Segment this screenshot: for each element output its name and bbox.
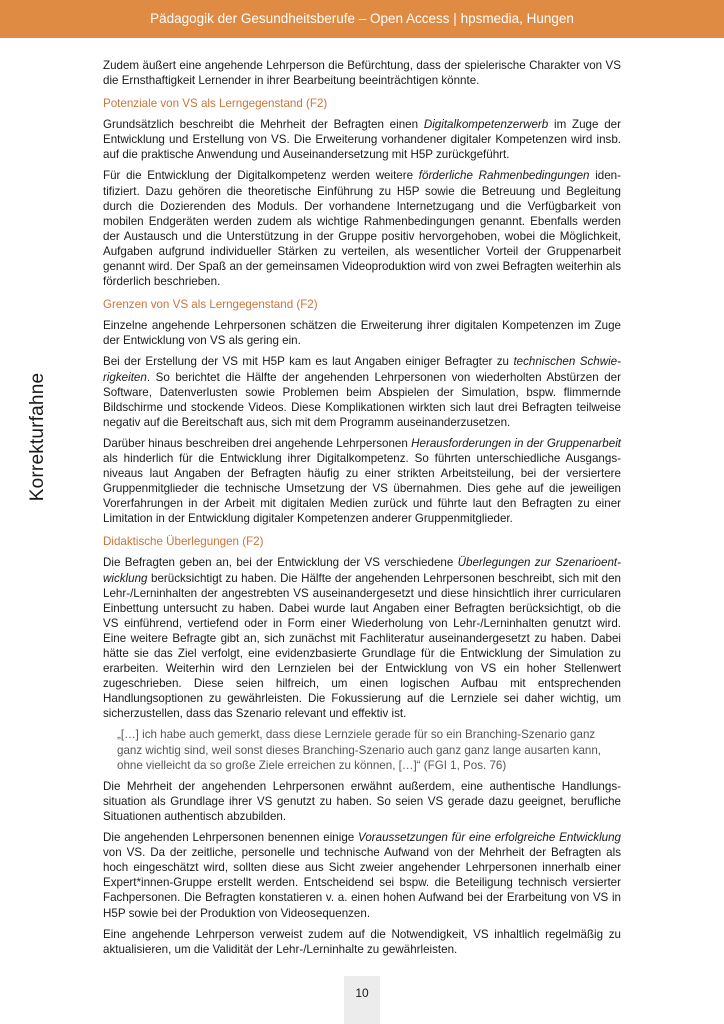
main-text bbox=[103, 58, 621, 963]
side-label-text: Korrekturfahne bbox=[27, 372, 48, 502]
section-heading: Didaktische Überlegungen (F2) bbox=[103, 535, 264, 549]
paragraph: Die Mehrheit der angehenden Lehrpersonen erwähnt außerdem, eine authentische Handlungssituation als Grundlage ihrer VS genutzt zu haben. So seien VS gerade dazu geeignet, berufliche Situationen authentisch abzubilden. bbox=[103, 779, 621, 823]
paragraph: Zudem äußert eine angehende Lehrperson die Befürchtung, dass der spielerische Charakter von VS die Ernsthaftigkeit Lernender in ihrer Bearbeitung beeinträchtigen könnte. bbox=[103, 59, 621, 88]
page-number: 10 bbox=[355, 986, 369, 1000]
running-header bbox=[0, 0, 724, 38]
interview-quote: „[…] ich habe auch gemerkt, dass diese Lernziele gerade für so ein Branching-Szenario ganz ganz wichtig sind, weil sonst dieses Branching-Szenario auch ganz ganz lange ausarten kann, ohne vielleicht da so große Ziele erreichen zu können, […]“ (FGI 1, Pos. 76) bbox=[117, 728, 602, 772]
paragraph: Für die Entwicklung der Digitalkompetenz werden weitere förderliche Rahmenbedingungen identifiziert. Dazu gehören die theoretische Einführung zu H5P sowie die Betreuung und Begleitung durch die Dozierenden des Moduls. Der vorhandene Internetzugang und die Verfügbarkeit von mobilen Endgeräten werden zudem als wichtige Rahmenbedingungen genannt. Ebenfalls werden der Austausch und die Unterstützung in der Gruppe positiv hervorgehoben, wobei die Möglichkeit, Aufgaben aufgrund individueller Stärken zu verteilen, als wesentlicher Vorteil der Gruppenarbeit genannt wird. Der Spaß an der gemeinsamen Videoproduktion wird von zwei Befragten weiterhin als förderlich beschrieben. bbox=[103, 169, 622, 289]
paragraph: Eine angehende Lehrperson verweist zudem auf die Notwendigkeit, VS inhaltlich regelmäßig zu aktualisieren, um die Validität der Lehr-/Lerninhalte zu gewährleisten. bbox=[103, 927, 621, 956]
proof-side-label bbox=[23, 372, 53, 502]
paragraph: Die angehenden Lehrpersonen benennen einige Voraussetzungen für eine erfolgreiche Entwicklung von VS. Da der zeitliche, personelle und technische Aufwand von der Mehrheit der Befragten als hoch eingeschätzt wird, sollten diese aus Sicht zweier angehender Lehrpersonen innerhalb einer Expert*innen-Gruppe erstellt werden. Entscheidend sei bspw. die Beteiligung technisch versierter Fachpersonen. Die Befragten konstatieren v. a. einen hohen Aufwand bei der Erarbeitung von VS in H5P sowie bei der Produktion von Videosequenzen. bbox=[103, 831, 621, 920]
paragraph: Grundsätzlich beschreibt die Mehrheit der Befragten einen Digitalkompetenzerwerb im Zuge der Entwicklung und Erstellung von VS. Die Erweiterung vorhandener digitaler Kompetenzen wird insb. auf die praktische Anwendung und Auseinandersetzung mit H5P zurückgeführt. bbox=[103, 118, 621, 162]
paragraph: Einzelne angehende Lehrpersonen schätzen die Erweiterung ihrer digitalen Kompetenzen im Zuge der Entwicklung von VS als gering ein. bbox=[103, 319, 621, 348]
paragraph: Darüber hinaus beschreiben drei angehende Lehrpersonen Herausforderungen in der Gruppenarbeit als hinderlich für die Entwicklung ihrer Digitalkompetenz. So führten unterschiedliche Ausgangsniveaus laut Angaben der Befragten häufig zu einer strikten Arbeitsteilung, bei der versiertere Gruppenmitglieder die technische Umsetzung der VS übernahmen. Dies gehe auf die jeweiligen Vorerfahrungen in der Arbeit mit digitalen Medien zurück und führte laut den Befragten zu einer Limitation in der Entwicklung digitaler Kompetenzen anderer Gruppenmitglieder. bbox=[103, 436, 621, 526]
header-title: Pädagogik der Gesundheitsberufe – Open Access | hpsmedia, Hungen bbox=[150, 11, 574, 26]
paragraph: Die Befragten geben an, bei der Entwicklung der VS verschiedene Überlegungen zur Szenarioentwicklung berücksichtigt zu haben. Die Hälfte der angehenden Lehrpersonen beschreibt, sich mit den Lehr-/Lerninhalten der angestrebten VS auseinandergesetzt und diese hinsichtlich ihrer curricularen Einbettung untersucht zu haben. Dabei wurde laut Angaben einer Befragten berücksichtigt, ob die VS einführend, vertiefend oder in Form einer Wiederholung von Lehr-/Lerninhalten genutzt wird. Eine weitere Befragte gibt an, sich zunächst mit Fachliteratur auseinandergesetzt zu haben. Dabei hätte sie das Ziel verfolgt, eine evidenzbasierte Grundlage für die Entwicklung der Simulation zu erarbeiten. Weiterhin wird den Lernzielen bei der Entwicklung von VS ein hoher Stellenwert zugeschrieben. Diese seien hilfreich, um einen logischen Aufbau mit entsprechenden Handlungsoptionen zu gewährleisten. Die Fokussierung auf die Lernziele sei daher wichtig, um sicherzustellen, dass das Szenario relevant und effektiv ist. bbox=[103, 556, 621, 721]
page-number-box bbox=[344, 976, 380, 1024]
section-heading: Grenzen von VS als Lerngegenstand (F2) bbox=[103, 298, 318, 312]
paragraph: Bei der Erstellung der VS mit H5P kam es laut Angaben einiger Befragter zu technischen Schwierigkeiten. So berichtet die Hälfte der angehenden Lehrpersonen von wiederholten Abstürzen der Software, Datenverlusten sowie Problemen beim Abspielen der Simulation, bspw. flimmernde Bildschirme und stockende Videos. Diese Komplikationen wirkten sich laut drei Befragten teilweise negativ auf die Bereitschaft aus, sich mit dem Programm auseinanderzusetzen. bbox=[103, 355, 621, 429]
section-heading: Potenziale von VS als Lerngegenstand (F2) bbox=[103, 97, 328, 111]
